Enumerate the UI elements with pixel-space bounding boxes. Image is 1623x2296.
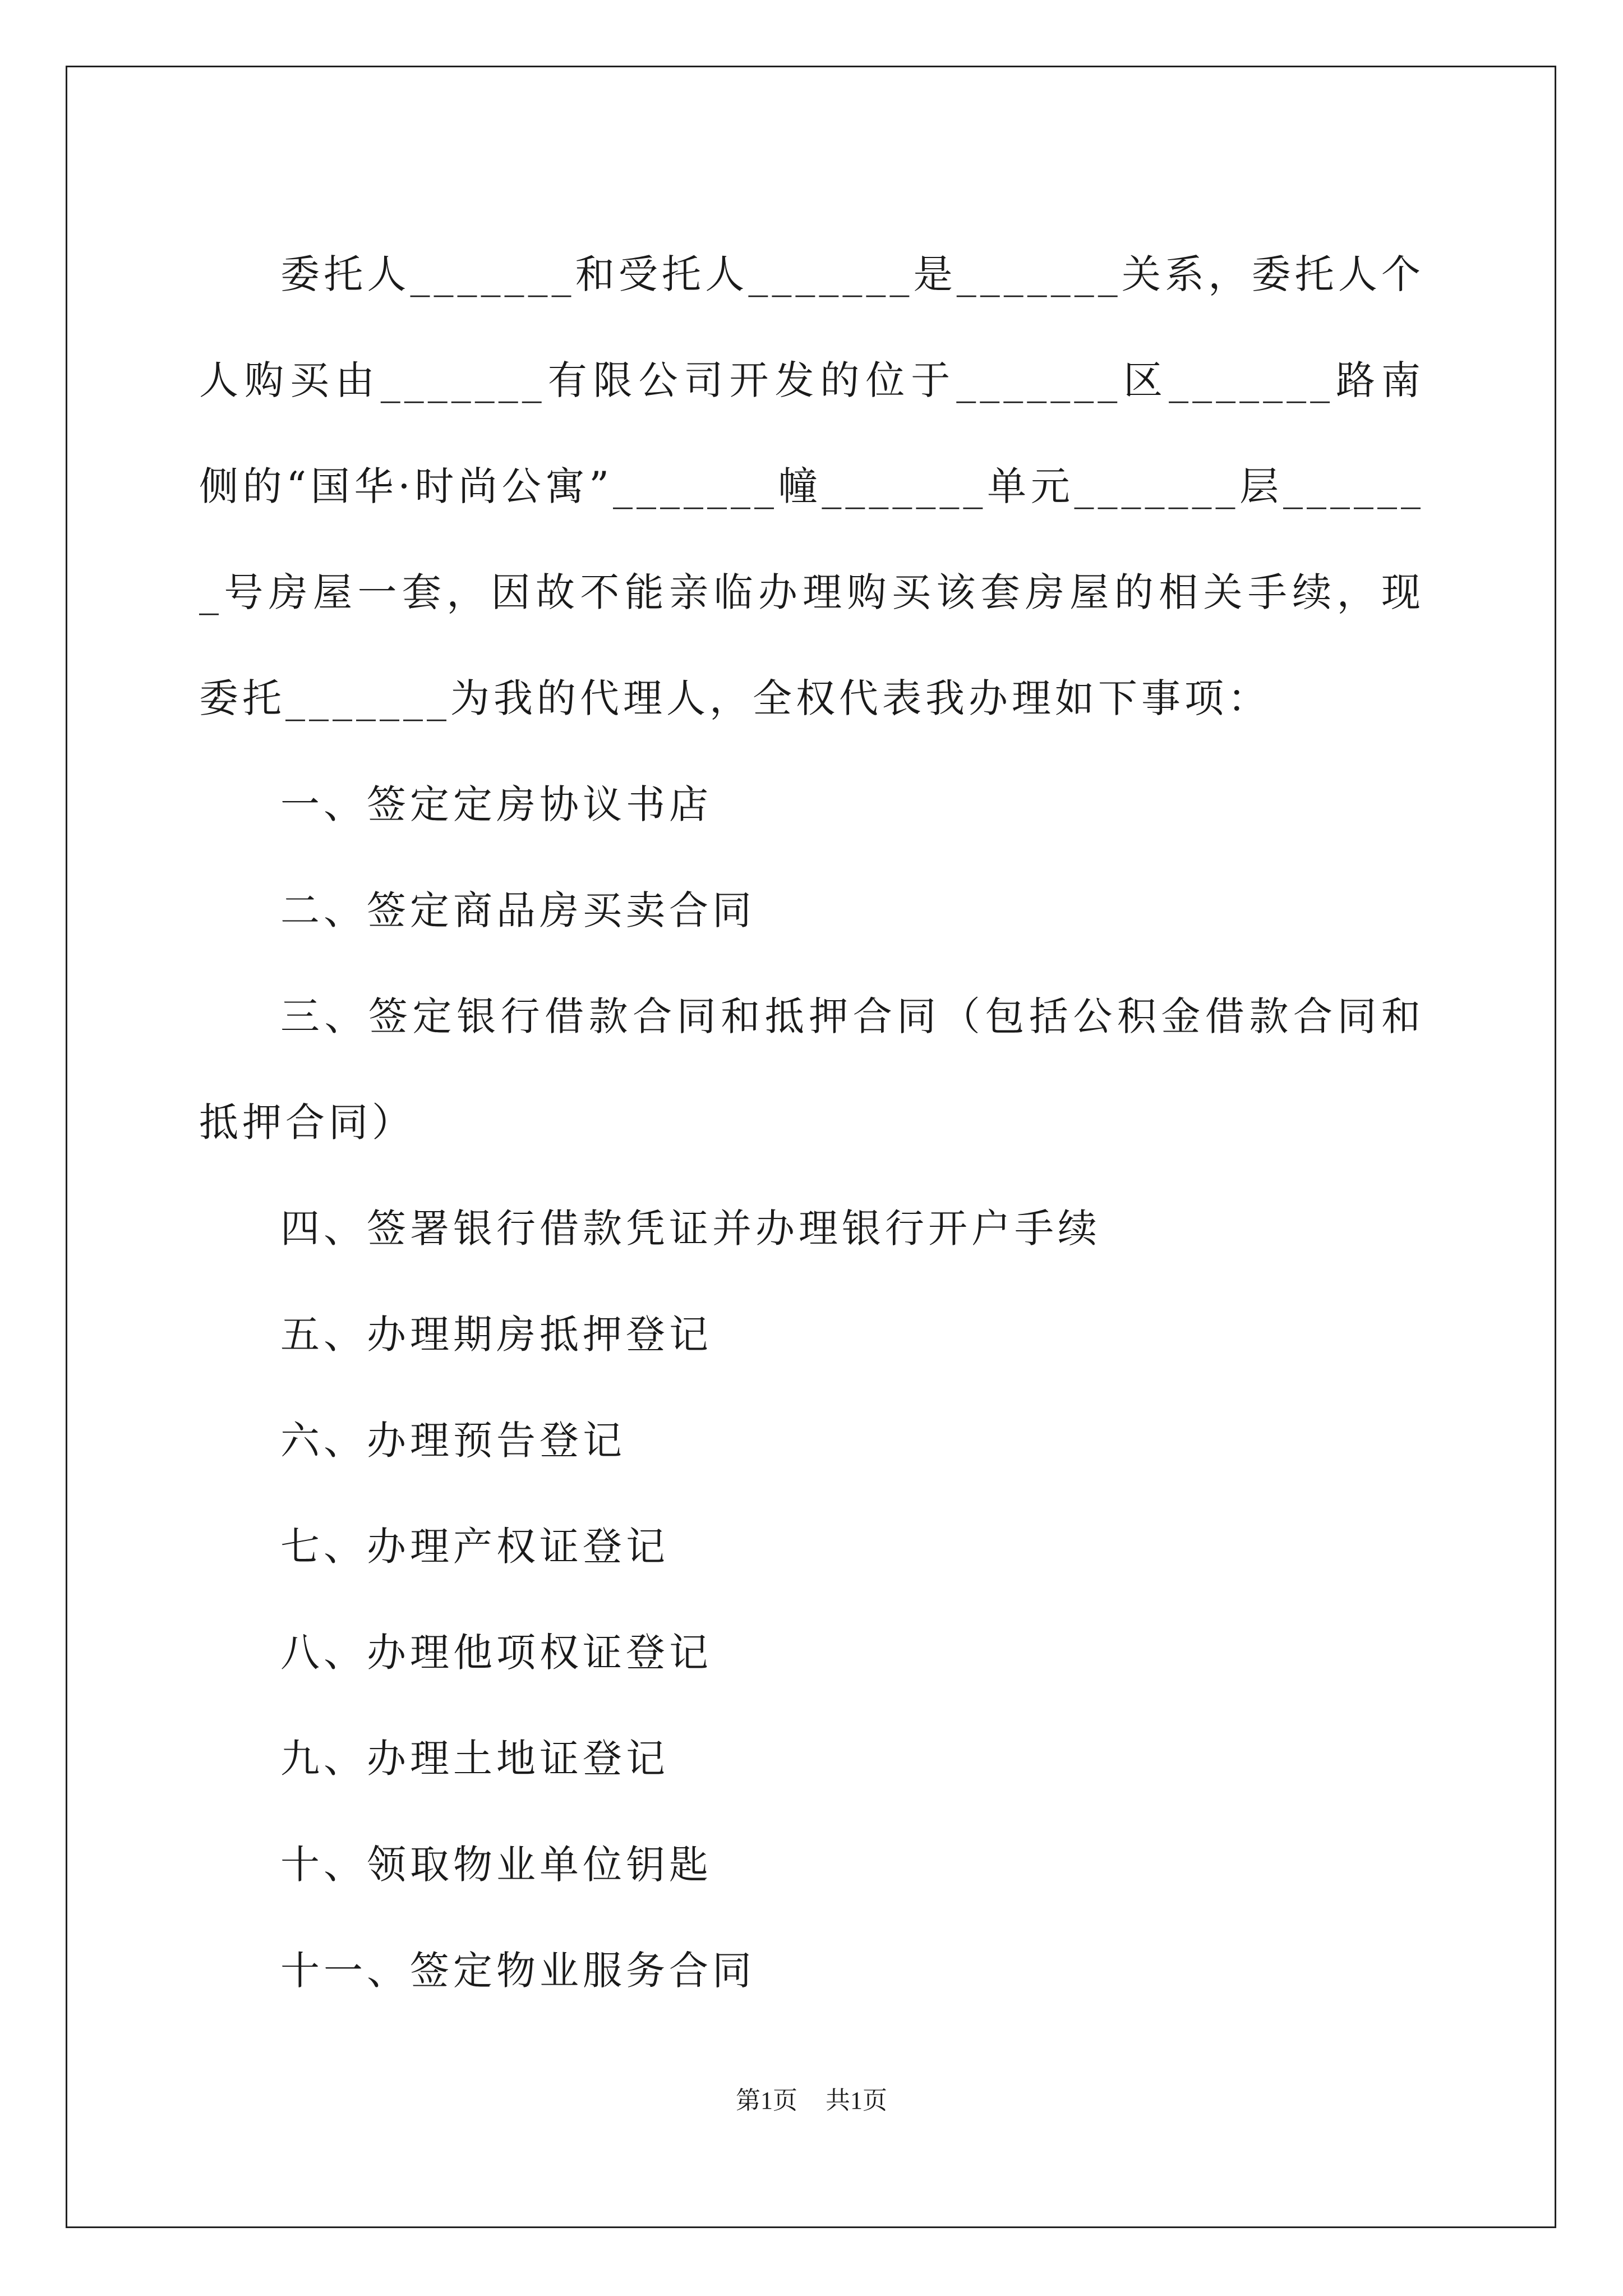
list-item: 三、签定银行借款合同和抵押合同（包括公积金借款合同和抵押合同） [199,993,1424,1145]
list-item: 七、办理产权证登记 [280,1524,669,1570]
list-item: 四、签署银行借款凭证并办理银行开户手续 [280,1205,1101,1251]
list-item: 十、领取物业单位钥匙 [280,1842,712,1888]
list-item: 十一、签定物业服务合同 [280,1948,755,1994]
list-item: 五、办理期房抵押登记 [280,1312,712,1358]
list-item: 八、办理他项权证登记 [280,1630,712,1676]
list-item: 一、签定定房协议书店 [280,781,712,827]
intro-paragraph: 委托人_______和受托人_______是_______关系，委托人个人购买由_______有限公司开发的位于_______区_______路南侧的“国华·时尚公寓”_______幢_______单元_______层_______号房屋一套，因故不能亲临办理购买该套房屋的相关手续，现委托_______为我的代理人，全权代表我办理如下事项： [199,251,1424,721]
list-item: 二、签定商品房买卖合同 [280,887,755,933]
list-item: 六、办理预告登记 [280,1418,626,1464]
list-item: 九、办理土地证登记 [280,1736,669,1782]
page-number-total: 共1页 [826,2087,887,2114]
page-footer [0,2084,1623,2118]
page-number-current: 第1页 [736,2087,797,2114]
document-body [199,222,1424,2024]
